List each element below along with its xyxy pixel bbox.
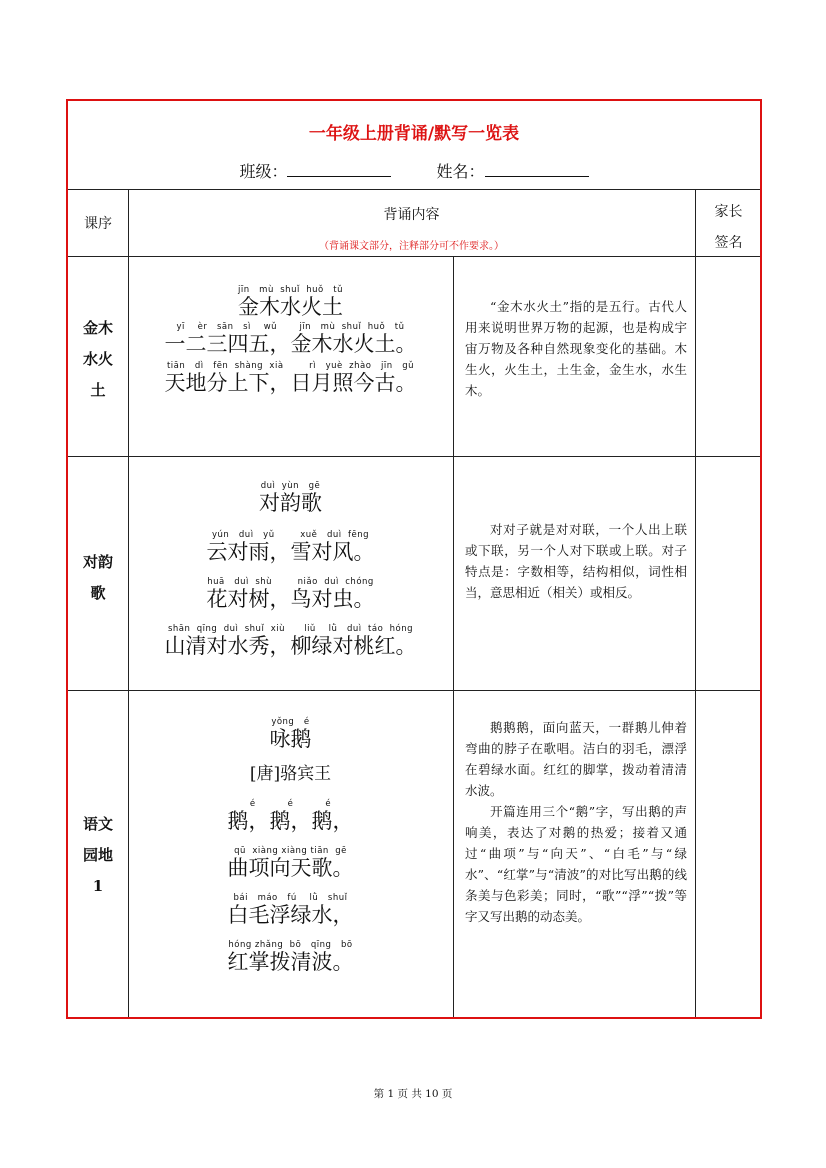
header-lesson: 课序 <box>84 216 112 232</box>
lesson-line: 1 <box>92 877 104 895</box>
hanzi: 云对雨，雪对风。 <box>206 540 375 564</box>
divider <box>68 456 760 457</box>
poem-line <box>128 846 453 881</box>
poem-line <box>128 940 453 975</box>
header-content-note: （背诵课文部分，注释部分可不作要求。） <box>319 241 504 252</box>
name-label: 姓名： <box>436 162 485 181</box>
row-1-note <box>465 296 687 401</box>
hanzi: 白毛浮绿水， <box>227 903 354 927</box>
hanzi: 鹅，鹅，鹅， <box>227 809 354 833</box>
lesson-line: 园地 <box>82 846 113 864</box>
recitation-table <box>66 99 762 1019</box>
hanzi: 红掌拨清波。 <box>227 950 354 974</box>
class-blank[interactable] <box>287 162 391 177</box>
lesson-line: 歌 <box>90 584 106 602</box>
note-paragraph: “金木水火土”指的是五行。古代人用来说明世界万物的起源，也是构成宇宙万物及各种自然现象变化的基础。木生火，火生土，土生金，金生水，水生木。 <box>465 299 687 398</box>
header-sign-line1: 家长 <box>714 204 743 220</box>
lesson-line: 水火 <box>82 350 113 368</box>
lesson-line: 语文 <box>82 815 113 833</box>
divider <box>68 690 760 691</box>
lesson-line: 金木 <box>82 319 113 337</box>
poem-line <box>128 799 453 834</box>
poem-line <box>128 577 453 612</box>
class-label: 班级： <box>239 162 288 181</box>
poem-line <box>128 361 453 396</box>
divider <box>695 189 696 1017</box>
hanzi: 花对树，鸟对虫。 <box>206 587 375 611</box>
pinyin: yǒng é <box>271 717 310 727</box>
pinyin: qū xiàng xiàng tiān gē <box>234 846 347 856</box>
row-1-poem <box>128 285 453 396</box>
name-blank[interactable] <box>485 162 589 177</box>
poem-line <box>128 481 453 516</box>
lesson-line: 土 <box>90 381 106 399</box>
lesson-line: 对韵 <box>82 553 113 571</box>
row-1-lesson <box>68 313 128 406</box>
note-paragraph: 开篇连用三个“鹅”字，写出鹅的声响美，表达了对鹅的热爱；接着又通过“曲项”与“向天”、“白毛”与“绿水”、“红掌”与“清波”的对比写出鹅的线条美与色彩美；同时，“歌”“浮”“拨”等字又写出鹅的动态美。 <box>465 804 687 924</box>
divider <box>68 189 760 190</box>
poem-line <box>128 285 453 320</box>
poem-author-line <box>128 762 453 787</box>
row-2-poem <box>128 481 453 659</box>
page-footer: 第 1 页 共 10 页 <box>373 1088 453 1100</box>
row-2-note <box>465 519 687 603</box>
poem-line <box>128 624 453 659</box>
divider <box>68 256 760 257</box>
page-title: 一年级上册背诵/默写一览表 <box>308 124 520 144</box>
pinyin: duì yùn gē <box>260 481 321 491</box>
pinyin: yún duì yǔ xuě duì fēng <box>212 530 369 540</box>
pinyin: hóng zhǎng bō qīng bō <box>228 940 353 950</box>
pinyin: tiān dì fēn shàng xià rì yuè zhào jīn gǔ <box>166 361 415 371</box>
poem-author: [唐]骆宾王 <box>249 764 332 784</box>
poem-line <box>128 322 453 357</box>
poem-line <box>128 717 453 752</box>
pinyin: jīn mù shuǐ huǒ tǔ <box>237 285 344 295</box>
hanzi: 曲项向天歌。 <box>227 856 354 880</box>
row-2-lesson <box>68 547 128 609</box>
pinyin: huā duì shù niǎo duì chóng <box>207 577 374 587</box>
pinyin: yī èr sān sì wǔ jīn mù shuǐ huǒ tǔ <box>176 322 405 332</box>
hanzi: 咏鹅 <box>269 727 312 751</box>
hanzi: 对韵歌 <box>259 491 322 515</box>
header-sign-line2: 签名 <box>714 235 743 251</box>
note-paragraph: 对对子就是对对联，一个人出上联或下联，另一个人对下联或上联。对子特点是：字数相等，结构相似，词性相当，意思相近（相关）或相反。 <box>465 522 687 600</box>
row-3-note <box>465 717 687 927</box>
poem-line <box>128 893 453 928</box>
hanzi: 天地分上下，日月照今古。 <box>164 371 417 395</box>
divider <box>453 256 454 1017</box>
hanzi: 金木水火土 <box>238 295 343 319</box>
note-paragraph: 鹅鹅鹅，面向蓝天，一群鹅儿伸着弯曲的脖子在歌唱。洁白的羽毛，漂浮在碧绿水面。红红的脚掌，拨动着清清水波。 <box>465 720 687 798</box>
header-content: 背诵内容 <box>383 207 440 223</box>
hanzi: 一二三四五，金木水火土。 <box>164 332 417 356</box>
pinyin: é é é <box>249 799 332 809</box>
row-3-lesson <box>68 809 128 902</box>
pinyin: shān qīng duì shuǐ xiù liǔ lǜ duì táo hóng <box>167 624 414 634</box>
pinyin: bái máo fú lǜ shuǐ <box>233 893 348 903</box>
poem-line <box>128 530 453 565</box>
row-3-poem <box>128 717 453 975</box>
class-name-row <box>68 159 760 182</box>
hanzi: 山清对水秀，柳绿对桃红。 <box>164 634 417 658</box>
